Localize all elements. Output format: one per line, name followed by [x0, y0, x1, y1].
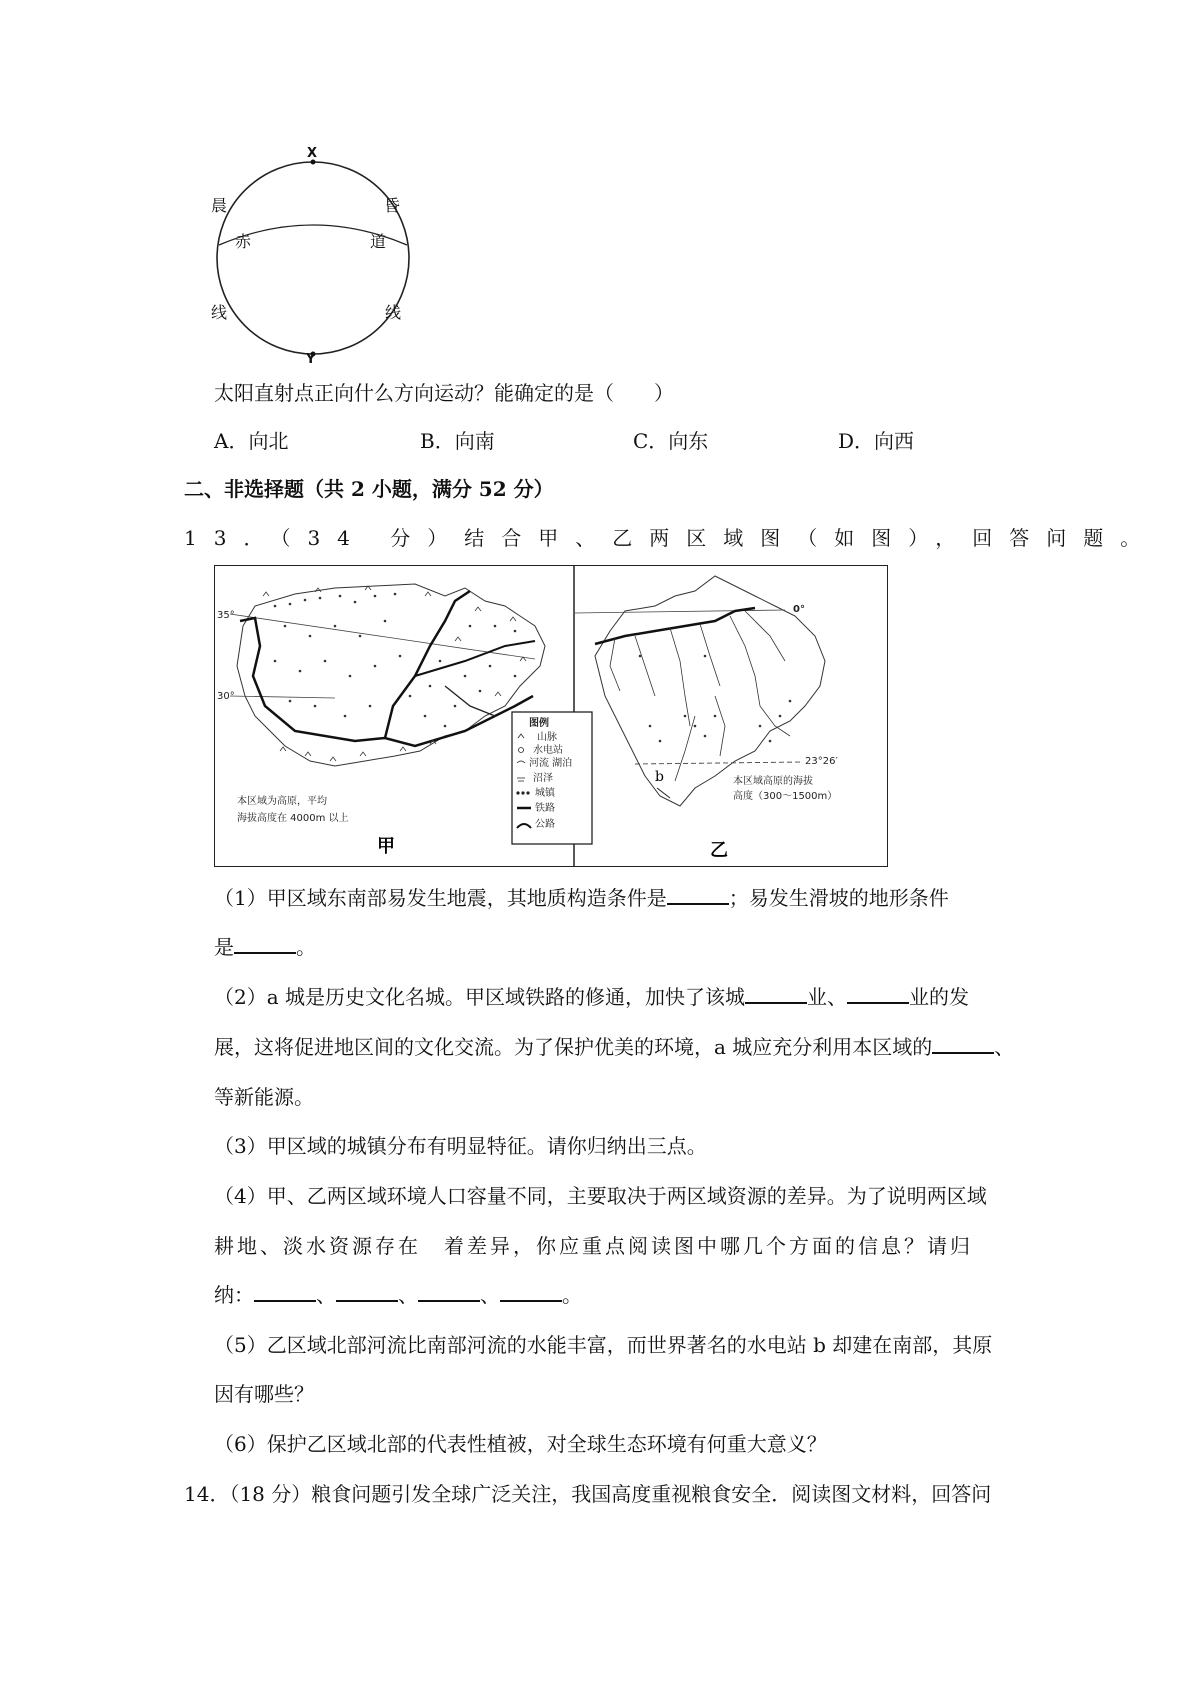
legend-item-railway: 铁路	[535, 803, 555, 814]
answer-blank[interactable]	[500, 1282, 562, 1302]
q13-header: 13．（34 分）结合甲、乙两区域图（如图），回答问题。	[184, 526, 1158, 550]
q13-sub2-text-d: 展，这将促进地区间的文化交流。为了保护优美的环境，a 城应充分利用本区域的	[214, 1035, 933, 1059]
answer-blank[interactable]	[745, 984, 807, 1004]
label-hun: 昏	[384, 196, 401, 215]
answer-blank[interactable]	[932, 1034, 994, 1054]
equator-label: 0°	[793, 604, 805, 615]
map-jia-note-1: 本区域为高原，平均	[237, 796, 327, 807]
answer-blank[interactable]	[336, 1282, 398, 1302]
q13-sub2-text-b: 业、	[807, 985, 848, 1009]
q13-sub2-line2	[214, 1033, 1014, 1061]
q13-sub1-text-c: 是	[214, 935, 234, 959]
map-yi	[575, 576, 838, 861]
region-maps-svg	[215, 566, 887, 866]
legend-item-river: 河流 湖泊	[529, 758, 573, 769]
section-title: 二、非选择题（共 2 小题，满分 52 分）	[184, 477, 554, 501]
label-dao: 道	[370, 232, 387, 251]
label-xian-left: 线	[211, 303, 228, 322]
lat-35-label: 35°	[217, 610, 235, 621]
legend-item-town: 城镇	[535, 788, 555, 799]
map-yi-note-1: 本区域高原的海拔	[733, 776, 813, 787]
map-jia-label: 甲	[377, 836, 395, 857]
day-night-diagram	[200, 145, 430, 370]
q13-sub4-line3	[214, 1281, 582, 1309]
q13-sub2-text-c: 业的发	[909, 985, 970, 1009]
label-chen: 晨	[211, 196, 228, 215]
separator: 、	[398, 1283, 418, 1307]
q13-sub1-text-b: ；易发生滑坡的地形条件	[728, 886, 949, 910]
answer-blank[interactable]	[667, 885, 729, 905]
earth-circle	[217, 162, 409, 354]
answer-blank[interactable]	[418, 1282, 480, 1302]
q13-sub5-line2: 因有哪些？	[214, 1382, 314, 1406]
q13-sub3: （3）甲区域的城镇分布有明显特征。请你归纳出三点。	[214, 1134, 707, 1158]
q12-option-c[interactable]: C．向东	[633, 429, 709, 453]
legend	[512, 712, 592, 844]
tropic-line	[635, 762, 803, 764]
map-yi-note-2: 高度（300～1500m）	[733, 791, 838, 802]
lat-30-label: 30°	[217, 691, 235, 702]
legend-item-hydro: 水电站	[533, 745, 563, 756]
label-y: Y	[306, 352, 316, 367]
legend-item-highway: 公路	[535, 819, 555, 830]
map-yi-label: 乙	[710, 840, 728, 861]
q12-option-d[interactable]: D．向西	[838, 429, 915, 453]
answer-blank[interactable]	[847, 984, 909, 1004]
label-xian-right: 线	[385, 303, 402, 322]
q13-sub1-line1	[214, 884, 949, 912]
q12-stem: 太阳直射点正向什么方向运动？能确定的是（ ）	[214, 381, 674, 405]
q13-sub2-text-e: 、	[994, 1035, 1015, 1059]
answer-blank[interactable]	[254, 1282, 316, 1302]
legend-title: 图例	[529, 718, 549, 729]
label-x: X	[307, 146, 318, 161]
q13-sub2-line1	[214, 983, 969, 1011]
q13-sub2-line3: 等新能源。	[214, 1085, 314, 1109]
map-yi-outline	[595, 576, 825, 806]
q13-sub1-line2	[214, 933, 316, 961]
q13-sub1-text-a: （1）甲区域东南部易发生地震，其地质构造条件是	[214, 886, 667, 910]
q13-sub4-line2: 耕地、淡水资源存在 着差异，你应重点阅读图中哪几个方面的信息？请归	[214, 1234, 973, 1258]
equator-0-line	[575, 610, 785, 613]
q14-line1: 14．（18 分）粮食问题引发全球广泛关注，我国高度重视粮食安全．阅读图文材料，回答问	[184, 1482, 992, 1506]
q13-sub2-text-a: （2）a 城是历史文化名城。甲区域铁路的修通，加快了该城	[214, 985, 746, 1009]
q13-sub1-text-d: 。	[296, 935, 316, 959]
separator: 、	[480, 1283, 500, 1307]
q13-sub4-text: 纳：	[214, 1283, 254, 1307]
label-chi: 赤	[235, 232, 252, 251]
separator: 、	[316, 1283, 336, 1307]
legend-item-mountain: 山脉	[537, 732, 557, 743]
q13-sub4-end: 。	[562, 1283, 582, 1307]
q12-option-a[interactable]: A．向北	[214, 429, 289, 453]
q13-sub4-line1: （4）甲、乙两区域环境人口容量不同，主要取决于两区域资源的差异。为了说明两区域	[214, 1184, 987, 1208]
tropic-label: 23°26′	[805, 756, 838, 767]
map-jia-note-2: 海拔高度在 4000m 以上	[237, 813, 349, 824]
q12-option-b[interactable]: B．向南	[420, 429, 495, 453]
q13-sub5-line1: （5）乙区域北部河流比南部河流的水能丰富，而世界著名的水电站 b 却建在南部，其原	[214, 1333, 993, 1357]
map-yi-main-river	[595, 608, 755, 644]
map-yi-point-b: b	[655, 769, 664, 785]
map-jia	[217, 584, 545, 857]
q13-sub6: （6）保护乙区域北部的代表性植被，对全球生态环境有何重大意义？	[214, 1432, 827, 1456]
legend-item-marsh: 沼泽	[533, 773, 553, 784]
region-maps	[214, 565, 888, 867]
answer-blank[interactable]	[234, 934, 296, 954]
map-jia-road	[385, 591, 470, 738]
